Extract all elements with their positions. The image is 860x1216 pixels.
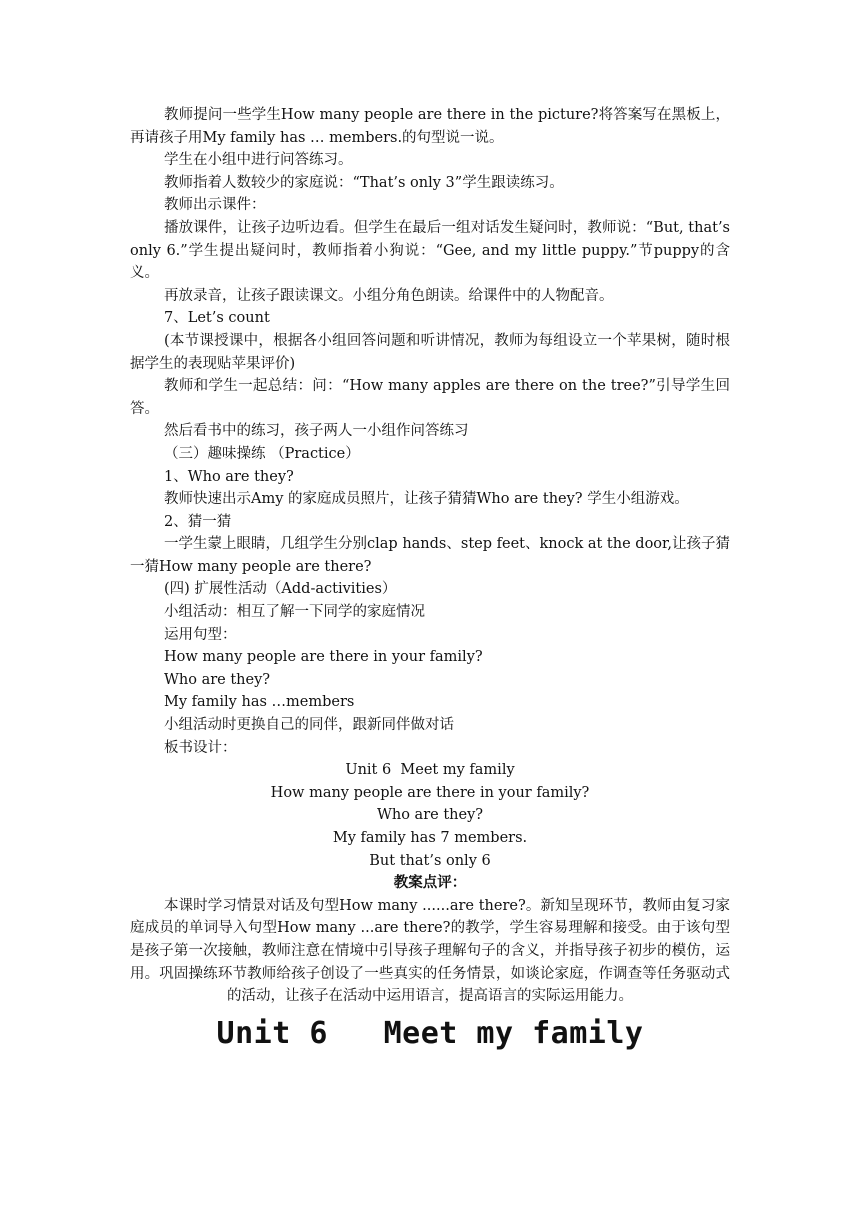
section-heading-practice: （三）趣味操练 （Practice） (164, 445, 360, 462)
paragraph-blindfold-game: 一学生蒙上眼睛，几组学生分别clap hands、step feet、knock at the door,让孩子猜一猜How many people are there? (130, 536, 730, 575)
paragraph-board-design: 板书设计： (164, 739, 237, 756)
pattern-how-many: How many people are there in your family? (164, 649, 483, 666)
paragraph-replay-recording: 再放录音，让孩子跟读课文。小组分角色朗读。给课件中的人物配音。 (164, 287, 614, 304)
paragraph-only-three: 教师指着人数较少的家庭说：“That’s only 3”学生跟读练习。 (164, 174, 564, 191)
board-line-members: My family has 7 members. (332, 830, 528, 846)
paragraph-who-are-they: 1、Who are they? (164, 468, 294, 485)
pattern-my-family-has: My family has …members (164, 694, 355, 711)
paragraph-apple-tree-note: (本节课授课中，根据各小组回答问题和听讲情况，教师为每组设立一个苹果树，随时根据学生的表现贴苹果评价) (130, 332, 730, 372)
board-line-who: Who are they? (376, 807, 484, 824)
paragraph-change-partner: 小组活动时更换自己的同伴，跟新同伴做对话 (164, 717, 454, 734)
section-heading-add-activities: (四) 扩展性活动（Add-activities） (164, 581, 397, 598)
paragraph-lets-count: 7、Let’s count (164, 310, 270, 327)
paragraph-sentence-patterns: 运用句型： (164, 626, 237, 643)
board-design (130, 759, 730, 872)
unit-title: Unit 6 Meet my family (216, 1015, 644, 1051)
paragraph-guess: 2、猜一猜 (164, 513, 232, 530)
paragraph-show-courseware: 教师出示课件： (164, 197, 266, 214)
review-title: 教案点评： (393, 875, 467, 892)
paragraph-group-activity: 小组活动：相互了解一下同学的家庭情况 (164, 604, 425, 621)
paragraph-play-courseware: 播放课件，让孩子边听边看。但学生在最后一组对话发生疑问时，教师说：“But, that’s only 6.”学生提出疑问时，教师指着小狗说：“Gee, and my little puppy.”节puppy的含义。 (130, 219, 730, 282)
board-line-unit: Unit 6 Meet my family (345, 762, 515, 779)
board-line-how-many: How many people are there in your family? (270, 784, 590, 801)
paragraph-teacher-question: 教师提问一些学生How many people are there in the picture?将答案写在黑板上，再请孩子用My family has … members.的句型说一说。 (130, 107, 730, 146)
lesson-plan-page (130, 104, 730, 1054)
paragraph-amy-photos: 教师快速出示Amy 的家庭成员照片，让孩子猜猜Who are they? 学生小组游戏。 (164, 491, 689, 508)
review-text: 本课时学习情景对话及句型How many ......are there?。新知呈现环节，教师由复习家庭成员的单词导入句型How many ...are there?的教学，学生容易理解和接受。由于该句型是孩子第一次接触，教师注意在情境中引导孩子理解句子的含义，并指导孩子初步的模仿，运用。巩固操练环节教师给孩子创设了一些真实的任务情景，如谈论家庭，作调查等任务驱动式的活动，让孩子在活动中运用语言，提高语言的实际运用能力。 (130, 897, 730, 1005)
pattern-who-are-they: Who are they? (164, 671, 271, 688)
paragraph-pair-practice: 然后看书中的练习，孩子两人一小组作问答练习 (164, 423, 469, 440)
paragraph-group-practice: 学生在小组中进行问答练习。 (164, 152, 353, 169)
board-line-only-six: But that’s only 6 (369, 852, 491, 869)
paragraph-summary: 教师和学生一起总结：问：“How many apples are there on the tree?”引导学生回答。 (130, 378, 730, 417)
